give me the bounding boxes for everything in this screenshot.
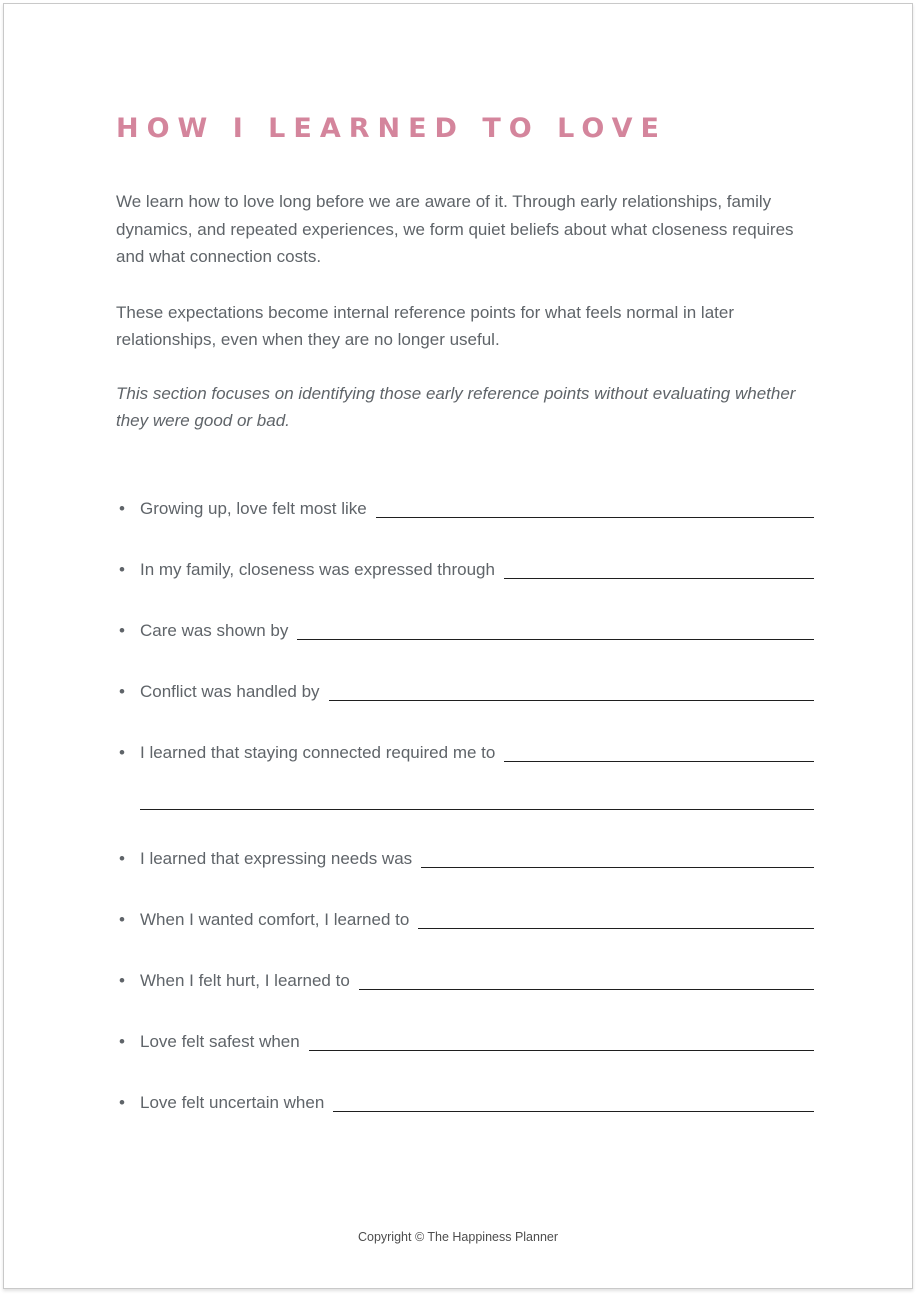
- worksheet-page: [3, 3, 913, 1289]
- prompt-list: [116, 497, 814, 1115]
- bullet-icon: •: [119, 620, 125, 640]
- intro-paragraph-3: This section focuses on identifying those early reference points without evaluating whether they were good or bad.: [116, 383, 796, 430]
- page-content: [4, 110, 912, 1115]
- list-item: [116, 619, 814, 643]
- intro-paragraph-2: These expectations become internal reference points for what feels normal in later relationships, even when they are no longer useful.: [116, 302, 734, 349]
- fill-in-blank-line: [376, 517, 814, 518]
- fill-in-blank-line: [504, 761, 814, 762]
- prompt-label: Conflict was handled by: [140, 681, 320, 701]
- fill-in-blank-line: [504, 578, 814, 579]
- prompt-label: Love felt uncertain when: [140, 1092, 325, 1112]
- prompt-row: [116, 969, 814, 993]
- intro-section: [116, 188, 814, 435]
- prompt-label: When I felt hurt, I learned to: [140, 970, 350, 990]
- bullet-icon: •: [119, 1092, 125, 1112]
- list-item: [116, 1030, 814, 1054]
- prompt-row: [116, 558, 814, 582]
- bullet-icon: •: [119, 498, 125, 518]
- prompt-label: I learned that expressing needs was: [140, 848, 413, 868]
- bullet-icon: •: [119, 742, 125, 762]
- list-item: [116, 1091, 814, 1115]
- prompt-row: [116, 908, 814, 932]
- list-item: [116, 680, 814, 704]
- intro-paragraph-1: We learn how to love long before we are aware of it. Through early relationships, family dynamics, and repeated experiences, we form quiet beliefs about what closeness requires and what connection costs.: [116, 192, 794, 266]
- prompt-row: [116, 680, 814, 704]
- prompt-label: When I wanted comfort, I learned to: [140, 909, 410, 929]
- prompt-label: Care was shown by: [140, 620, 289, 640]
- prompt-label: Growing up, love felt most like: [140, 498, 367, 518]
- bullet-icon: •: [119, 681, 125, 701]
- continuation-blank-line: [140, 809, 814, 810]
- prompt-row: [116, 847, 814, 871]
- prompt-label: Love felt safest when: [140, 1031, 300, 1051]
- prompt-label: I learned that staying connected required me to: [140, 742, 496, 762]
- prompt-row: [116, 1030, 814, 1054]
- fill-in-blank-line: [421, 867, 814, 868]
- prompt-row: [116, 497, 814, 521]
- bullet-icon: •: [119, 909, 125, 929]
- list-item: [116, 969, 814, 993]
- bullet-icon: •: [119, 1031, 125, 1051]
- fill-in-blank-line: [329, 700, 814, 701]
- page-title: HOW I LEARNED TO LOVE: [116, 113, 667, 144]
- fill-in-blank-line: [297, 639, 814, 640]
- list-item: [116, 497, 814, 521]
- prompt-row: [116, 1091, 814, 1115]
- list-item: [116, 908, 814, 932]
- bullet-icon: •: [119, 559, 125, 579]
- list-item: [116, 741, 814, 810]
- prompt-row: [116, 741, 814, 765]
- list-item: [116, 558, 814, 582]
- bullet-icon: •: [119, 970, 125, 990]
- fill-in-blank-line: [309, 1050, 814, 1051]
- fill-in-blank-line: [333, 1111, 814, 1112]
- prompt-label: In my family, closeness was expressed through: [140, 559, 495, 579]
- list-item: [116, 847, 814, 871]
- fill-in-blank-line: [359, 989, 814, 990]
- fill-in-blank-line: [418, 928, 814, 929]
- bullet-icon: •: [119, 848, 125, 868]
- prompt-row: [116, 619, 814, 643]
- copyright-footer: Copyright © The Happiness Planner: [357, 1230, 559, 1244]
